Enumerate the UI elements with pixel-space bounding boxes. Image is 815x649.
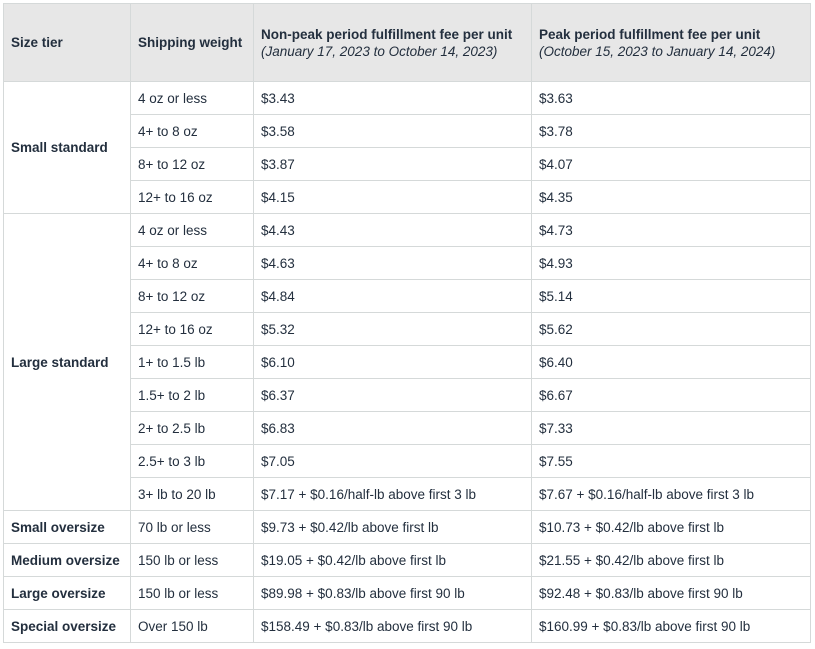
- peak-fee-cell: $4.93: [532, 247, 811, 280]
- nonpeak-fee-cell: $3.58: [254, 115, 532, 148]
- nonpeak-fee-cell: $4.15: [254, 181, 532, 214]
- weight-cell: 2.5+ to 3 lb: [131, 445, 254, 478]
- header-peak-title: Peak period fulfillment fee per unit: [539, 26, 761, 42]
- table-row: [4, 214, 811, 247]
- nonpeak-fee-cell: $4.63: [254, 247, 532, 280]
- tier-large-standard: Large standard: [4, 214, 131, 511]
- nonpeak-fee-cell: $4.43: [254, 214, 532, 247]
- header-size-tier: Size tier: [4, 4, 131, 82]
- weight-cell: 2+ to 2.5 lb: [131, 412, 254, 445]
- weight-cell: Over 150 lb: [131, 610, 254, 643]
- nonpeak-fee-cell: $7.05: [254, 445, 532, 478]
- nonpeak-fee-cell: $3.87: [254, 148, 532, 181]
- weight-cell: 150 lb or less: [131, 577, 254, 610]
- tier-small-standard: Small standard: [4, 82, 131, 214]
- peak-fee-cell: $3.78: [532, 115, 811, 148]
- peak-fee-cell: $6.67: [532, 379, 811, 412]
- peak-fee-cell: $160.99 + $0.83/lb above first 90 lb: [532, 610, 811, 643]
- nonpeak-fee-cell: $6.83: [254, 412, 532, 445]
- table-row: [4, 82, 811, 115]
- peak-fee-cell: $6.40: [532, 346, 811, 379]
- weight-cell: 12+ to 16 oz: [131, 313, 254, 346]
- peak-fee-cell: $7.33: [532, 412, 811, 445]
- weight-cell: 4+ to 8 oz: [131, 247, 254, 280]
- peak-fee-cell: $7.55: [532, 445, 811, 478]
- tier-small-oversize: Small oversize: [4, 511, 131, 544]
- tier-special-oversize: Special oversize: [4, 610, 131, 643]
- nonpeak-fee-cell: $4.84: [254, 280, 532, 313]
- peak-fee-cell: $5.14: [532, 280, 811, 313]
- peak-fee-cell: $4.07: [532, 148, 811, 181]
- fulfillment-fee-table: [3, 3, 811, 643]
- peak-fee-cell: $3.63: [532, 82, 811, 115]
- nonpeak-fee-cell: $6.10: [254, 346, 532, 379]
- peak-fee-cell: $4.35: [532, 181, 811, 214]
- weight-cell: 1+ to 1.5 lb: [131, 346, 254, 379]
- table-row: [4, 511, 811, 544]
- header-peak-fee: [532, 4, 811, 82]
- weight-cell: 8+ to 12 oz: [131, 148, 254, 181]
- weight-cell: 4+ to 8 oz: [131, 115, 254, 148]
- nonpeak-fee-cell: $19.05 + $0.42/lb above first lb: [254, 544, 532, 577]
- weight-cell: 3+ lb to 20 lb: [131, 478, 254, 511]
- header-shipping-weight: Shipping weight: [131, 4, 254, 82]
- weight-cell: 1.5+ to 2 lb: [131, 379, 254, 412]
- peak-fee-cell: $10.73 + $0.42/lb above first lb: [532, 511, 811, 544]
- nonpeak-fee-cell: $9.73 + $0.42/lb above first lb: [254, 511, 532, 544]
- nonpeak-fee-cell: $6.37: [254, 379, 532, 412]
- header-peak-dates: (October 15, 2023 to January 14, 2024): [539, 43, 776, 59]
- nonpeak-fee-cell: $89.98 + $0.83/lb above first 90 lb: [254, 577, 532, 610]
- peak-fee-cell: $5.62: [532, 313, 811, 346]
- nonpeak-fee-cell: $7.17 + $0.16/half-lb above first 3 lb: [254, 478, 532, 511]
- weight-cell: 150 lb or less: [131, 544, 254, 577]
- header-nonpeak-dates: (January 17, 2023 to October 14, 2023): [261, 43, 498, 59]
- header-nonpeak-fee: [254, 4, 532, 82]
- weight-cell: 4 oz or less: [131, 82, 254, 115]
- tier-large-oversize: Large oversize: [4, 577, 131, 610]
- peak-fee-cell: $7.67 + $0.16/half-lb above first 3 lb: [532, 478, 811, 511]
- table-row: [4, 610, 811, 643]
- header-nonpeak-title: Non-peak period fulfillment fee per unit: [261, 26, 513, 42]
- weight-cell: 8+ to 12 oz: [131, 280, 254, 313]
- tier-medium-oversize: Medium oversize: [4, 544, 131, 577]
- weight-cell: 70 lb or less: [131, 511, 254, 544]
- weight-cell: 4 oz or less: [131, 214, 254, 247]
- peak-fee-cell: $92.48 + $0.83/lb above first 90 lb: [532, 577, 811, 610]
- weight-cell: 12+ to 16 oz: [131, 181, 254, 214]
- peak-fee-cell: $21.55 + $0.42/lb above first lb: [532, 544, 811, 577]
- nonpeak-fee-cell: $5.32: [254, 313, 532, 346]
- table-row: [4, 577, 811, 610]
- peak-fee-cell: $4.73: [532, 214, 811, 247]
- header-row: [4, 4, 811, 82]
- nonpeak-fee-cell: $3.43: [254, 82, 532, 115]
- table-row: [4, 544, 811, 577]
- nonpeak-fee-cell: $158.49 + $0.83/lb above first 90 lb: [254, 610, 532, 643]
